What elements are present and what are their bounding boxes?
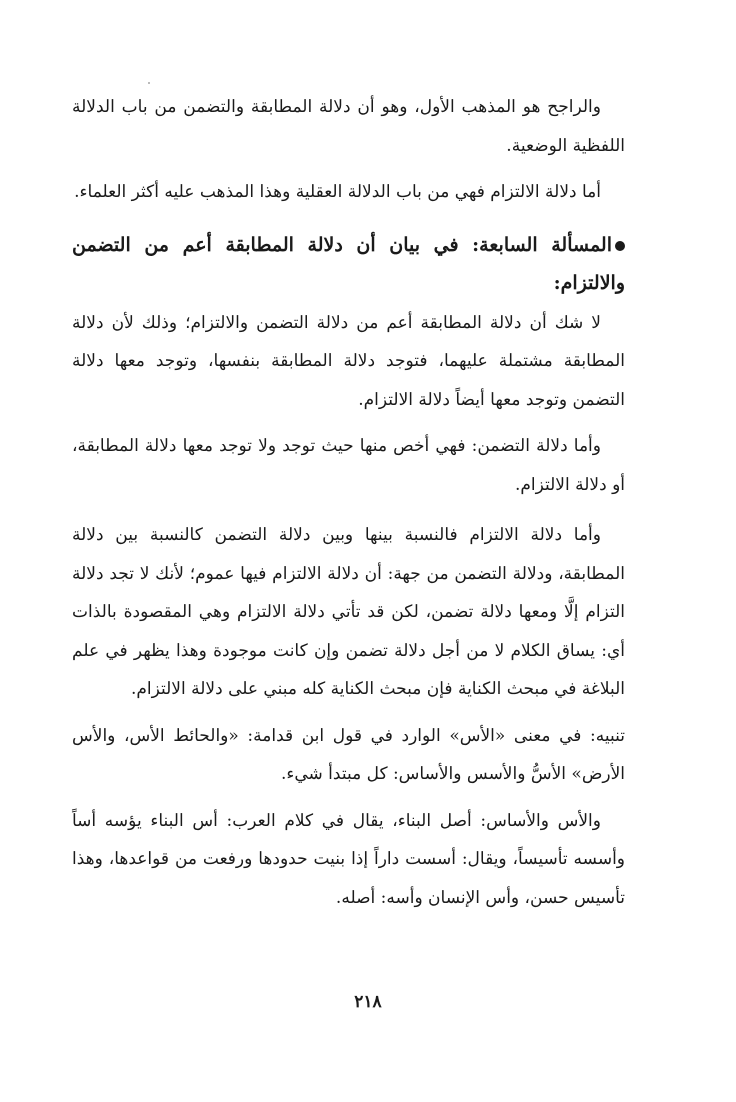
paragraph-asas-definition: والأس والأساس: أصل البناء، يقال في كلام العرب: أس البناء يؤسه أساً وأسسه تأسيساً، ويقال: أسست داراً إذا بنيت حدودها ورفعت من قواعدها، وهذا تأسيس حسن، وأس الإنسان وأسه: أصله.	[72, 810, 625, 908]
paragraph-preferred-view: والراجح هو المذهب الأول، وهو أن دلالة المطابقة والتضمن من باب الدلالة اللفظية الوضعية.	[72, 97, 625, 156]
paragraph-iltizam-rational: أما دلالة الالتزام فهي من باب الدلالة العقلية وهذا المذهب عليه أكثر العلماء.	[74, 182, 601, 202]
scan-speck	[148, 82, 150, 84]
page-body	[72, 88, 625, 917]
paragraph-tadammun: وأما دلالة التضمن: فهي أخص منها حيث توجد ولا توجد معها دلالة المطابقة، أو دلالة الالتزام.	[72, 436, 625, 495]
paragraph-mutabaqa-general: لا شك أن دلالة المطابقة أعم من دلالة التضمن والالتزام؛ وذلك لأن دلالة المطابقة مشتملة عليهما، فتوجد دلالة المطابقة بنفسها، وتوجد معها دلالة التضمن وتوجد معها أيضاً دلالة الالتزام.	[72, 312, 625, 410]
section-heading-text: المسألة السابعة: في بيان أن دلالة المطابقة أعم من التضمن والالتزام:	[72, 233, 625, 294]
bullet-icon	[615, 241, 625, 251]
page-number: ٢١٨	[354, 992, 382, 1012]
paragraph-iltizam-relation: وأما دلالة الالتزام فالنسبة بينها وبين دلالة التضمن كالنسبة بين دلالة المطابقة، ودلالة التضمن من جهة: أن دلالة الالتزام فيها عموم؛ لأنك لا تجد دلالة التزام إلَّا ومعها دلالة تضمن، لكن قد تأتي دلالة الالتزام وهي المقصودة بالذات أي: يساق الكلام لا من أجل دلالة تضمن وإن كانت موجودة وهذا يظهر في علم البلاغة في مبحث الكناية فإن مبحث الكناية كله مبني على دلالة الالتزام.	[72, 525, 625, 699]
section-heading	[72, 226, 625, 302]
paragraph-note: تنبيه: في معنى «الأس» الوارد في قول ابن قدامة: «والحائط الأس، والأس الأرض» الأسُّ والأسس والأساس: كل مبتدأ شيء.	[72, 725, 625, 784]
